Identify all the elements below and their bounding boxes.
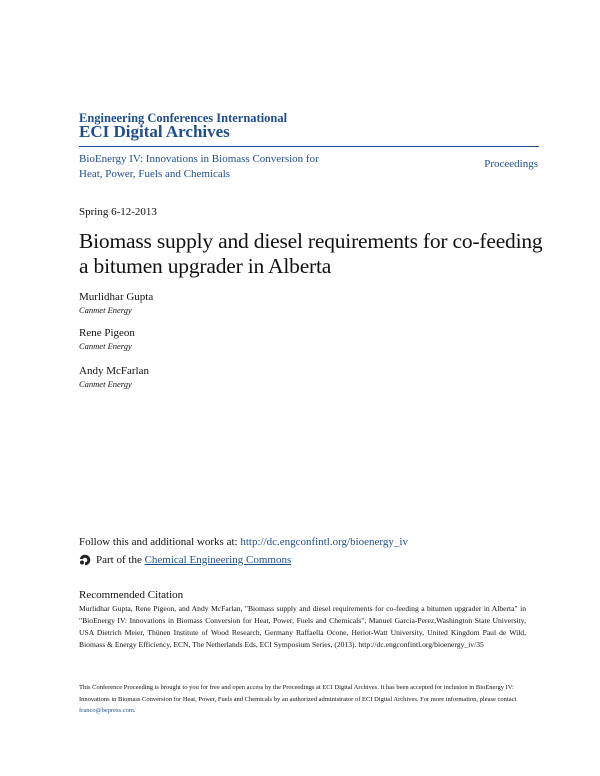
footer-text: This Conference Proceeding is brought to you for free and open access by the Proceedings at ECI Digital Archives. It has been accepted for inclusion in BioEnergy IV: Innovations in Biomass Conversion for Heat, Power, Fuels and Chemicals by an authorized administrator of ECI Digital Archives. For more information, please contact: [79, 684, 517, 703]
author-block: [79, 327, 135, 351]
author-affiliation: Canmet Energy: [79, 341, 132, 351]
footer-end: .: [133, 707, 136, 714]
follow-label: Follow this and additional works at:: [79, 536, 238, 548]
institution-name[interactable]: Engineering Conferences International: [79, 111, 288, 125]
header-divider: [79, 146, 539, 147]
paper-title: Biomass supply and diesel requirements for co-feeding a bitumen upgrader in Alberta: [79, 229, 543, 278]
citation-text: Murlidhar Gupta, Rene Pigeon, and Andy McFarlan, "Biomass supply and diesel requirements for co-feeding a bitumen upgrader in Alberta" in "BioEnergy IV: Innovations in Biomass Conversion for Heat, Power, Fuels and Chemicals", Manuel Garcia-Perez,Washington State University, USA Dietrich Meier, Thünen Institute of Wood Research, Germany Raffaella Ocone, Heriot-Watt University, United Kingdom Paul de Wild, Biomass & Energy Efficiency, ECN, The Netherlands Eds, ECI Symposium Series, (2013). http://dc.engconfintl.org/bioenergy_iv/35: [79, 604, 526, 649]
publication-date: Spring 6-12-2013: [79, 206, 157, 218]
commons-network-icon: [79, 554, 91, 566]
part-of-line: [79, 554, 291, 566]
series-link[interactable]: BioEnergy IV: Innovations in Biomass Conversion for Heat, Power, Fuels and Chemicals: [79, 153, 319, 180]
contact-email-link[interactable]: franco@bepress.com: [79, 707, 134, 714]
author-affiliation: Canmet Energy: [79, 379, 132, 389]
collection-url-link[interactable]: http://dc.engconfintl.org/bioenergy_iv: [240, 536, 408, 548]
author-affiliation: Canmet Energy: [79, 305, 132, 315]
proceedings-link[interactable]: Proceedings: [484, 158, 538, 170]
commons-link[interactable]: Chemical Engineering Commons: [144, 554, 292, 566]
author-name: Murlidhar Gupta: [79, 291, 154, 303]
author-name: Andy McFarlan: [79, 365, 149, 377]
author-block: [79, 291, 153, 315]
archive-title[interactable]: ECI Digital Archives: [79, 122, 230, 141]
author-name: Rene Pigeon: [79, 327, 135, 339]
footer-notice: [79, 682, 524, 717]
citation-heading: Recommended Citation: [79, 589, 184, 601]
author-block: [79, 365, 149, 389]
part-of-label: Part of the: [96, 554, 142, 566]
follow-line: [79, 536, 408, 548]
